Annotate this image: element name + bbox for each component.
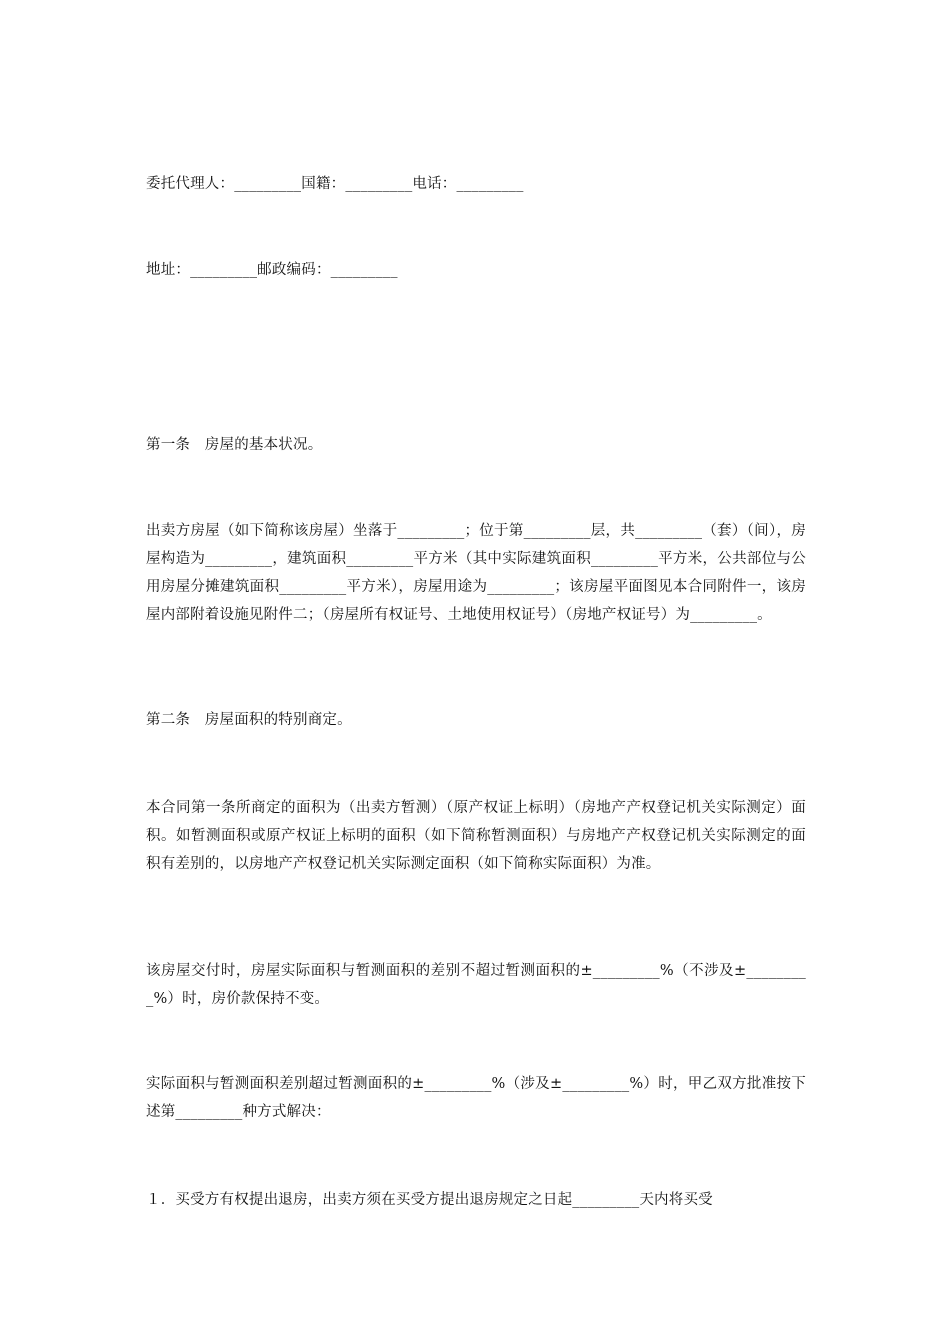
article1-title: 第一条 房屋的基本状况。 (146, 437, 323, 453)
exceed-paragraph: 实际面积与暂测面积差别超过暂测面积的±_________%（涉及±_________%）时，甲乙双方批准按下述第_________种方式解决： (146, 1076, 806, 1120)
item-1: １．买受方有权提出退房，出卖方须在买受方提出退房规定之日起_________天内将买受 (146, 1192, 713, 1208)
agent-line: 委托代理人：_________国籍：_________电话：_________ (146, 176, 524, 192)
tolerance-paragraph: 该房屋交付时，房屋实际面积与暂测面积的差别不超过暂测面积的±_________%（不涉及±_________%）时，房价款保持不变。 (146, 963, 806, 1007)
article2-title: 第二条 房屋面积的特别商定。 (146, 712, 352, 728)
article2-body: 本合同第一条所商定的面积为（出卖方暂测）（原产权证上标明）（房地产产权登记机关实际测定）面积。如暂测面积或原产权证上标明的面积（如下简称暂测面积）与房地产产权登记机关实际测定的面积有差别的，以房地产产权登记机关实际测定面积（如下简称实际面积）为准。 (146, 800, 806, 872)
article1-body: 出卖方房屋（如下简称该房屋）坐落于_________；位于第_________层，共_________（套）（间），房屋构造为_________，建筑面积_________平方米（其中实际建筑面积_________平方米，公共部位与公用房屋分摊建筑面积_________平方米），房屋用途为_________；该房屋平面图见本合同附件一，该房屋内部附着设施见附件二；（房屋所有权证号、土地使用权证号）（房地产权证号）为_________。 (146, 523, 806, 623)
address-line: 地址：_________邮政编码：_________ (146, 262, 398, 278)
